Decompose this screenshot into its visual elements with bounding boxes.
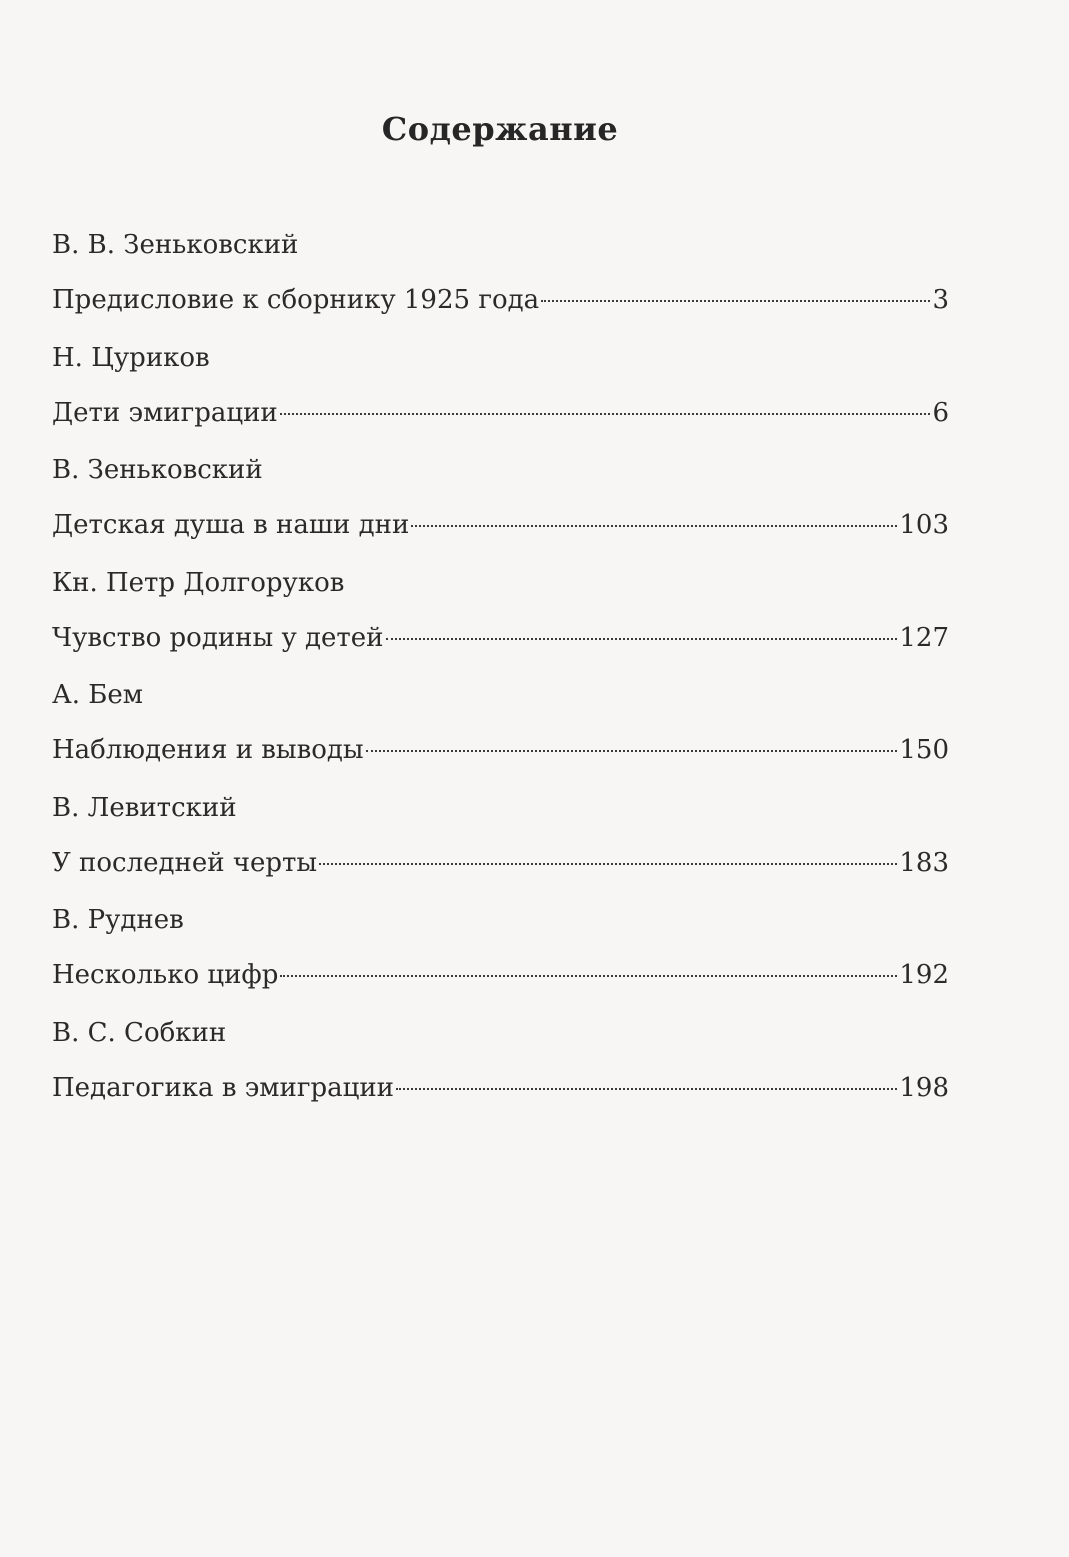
- entry-title: Дети эмиграции: [52, 397, 278, 428]
- dot-leader: [319, 863, 897, 865]
- entry-title-line: [52, 508, 949, 542]
- dot-leader: [541, 300, 930, 302]
- entry-author: В. В. Зеньковский: [52, 230, 299, 260]
- entry-page-number: 6: [932, 397, 949, 428]
- entry-title-line: [52, 396, 949, 430]
- entry-title-line: [52, 283, 949, 317]
- entry-title-line: [52, 733, 949, 767]
- dot-leader: [396, 1088, 897, 1090]
- entry-page-number: 192: [899, 960, 949, 990]
- dot-leader: [280, 975, 897, 977]
- entry-title-line: [52, 958, 949, 992]
- dot-leader: [280, 413, 931, 415]
- entry-page-number: 103: [899, 510, 949, 540]
- dot-leader: [386, 638, 898, 640]
- toc-entry[interactable]: [52, 783, 949, 896]
- entry-author: А. Бем: [52, 680, 143, 710]
- entry-title: Предисловие к сборнику 1925 года: [52, 285, 540, 315]
- entry-title: Чувство родины у детей: [52, 622, 384, 653]
- entry-author: В. Левитский: [52, 792, 237, 823]
- entry-title-line: [52, 621, 949, 655]
- entry-title-line: [52, 846, 949, 880]
- dot-leader: [411, 525, 897, 527]
- entry-author: В. Зеньковский: [52, 455, 263, 485]
- entry-title: Наблюдения и выводы: [52, 735, 364, 765]
- entry-title: Детская душа в наши дни: [52, 510, 410, 540]
- entry-author: В. С. Собкин: [52, 1017, 227, 1048]
- entry-author: В. Руднев: [52, 905, 184, 935]
- entry-title: У последней черты: [52, 847, 318, 878]
- page-title: Содержание: [381, 110, 619, 148]
- entry-page-number: 127: [899, 622, 949, 653]
- dot-leader: [366, 750, 898, 752]
- entry-page-number: 183: [899, 847, 949, 878]
- entry-title-line: [52, 1071, 949, 1105]
- toc-entry[interactable]: [52, 445, 949, 558]
- toc-entry[interactable]: [52, 670, 949, 783]
- toc-entry[interactable]: [52, 333, 949, 446]
- toc-entry[interactable]: [52, 1008, 949, 1121]
- toc-entry[interactable]: [52, 220, 949, 333]
- entry-author: Н. Цуриков: [52, 342, 210, 373]
- toc-entry[interactable]: [52, 558, 949, 671]
- table-of-contents: [52, 220, 949, 1120]
- toc-entry[interactable]: [52, 895, 949, 1008]
- entry-page-number: 198: [899, 1072, 949, 1103]
- entry-title: Педагогика в эмиграции: [52, 1072, 394, 1103]
- entry-author: Кн. Петр Долгоруков: [52, 567, 345, 598]
- entry-title: Несколько цифр: [52, 960, 279, 990]
- entry-page-number: 150: [899, 735, 949, 765]
- entry-page-number: 3: [932, 285, 949, 315]
